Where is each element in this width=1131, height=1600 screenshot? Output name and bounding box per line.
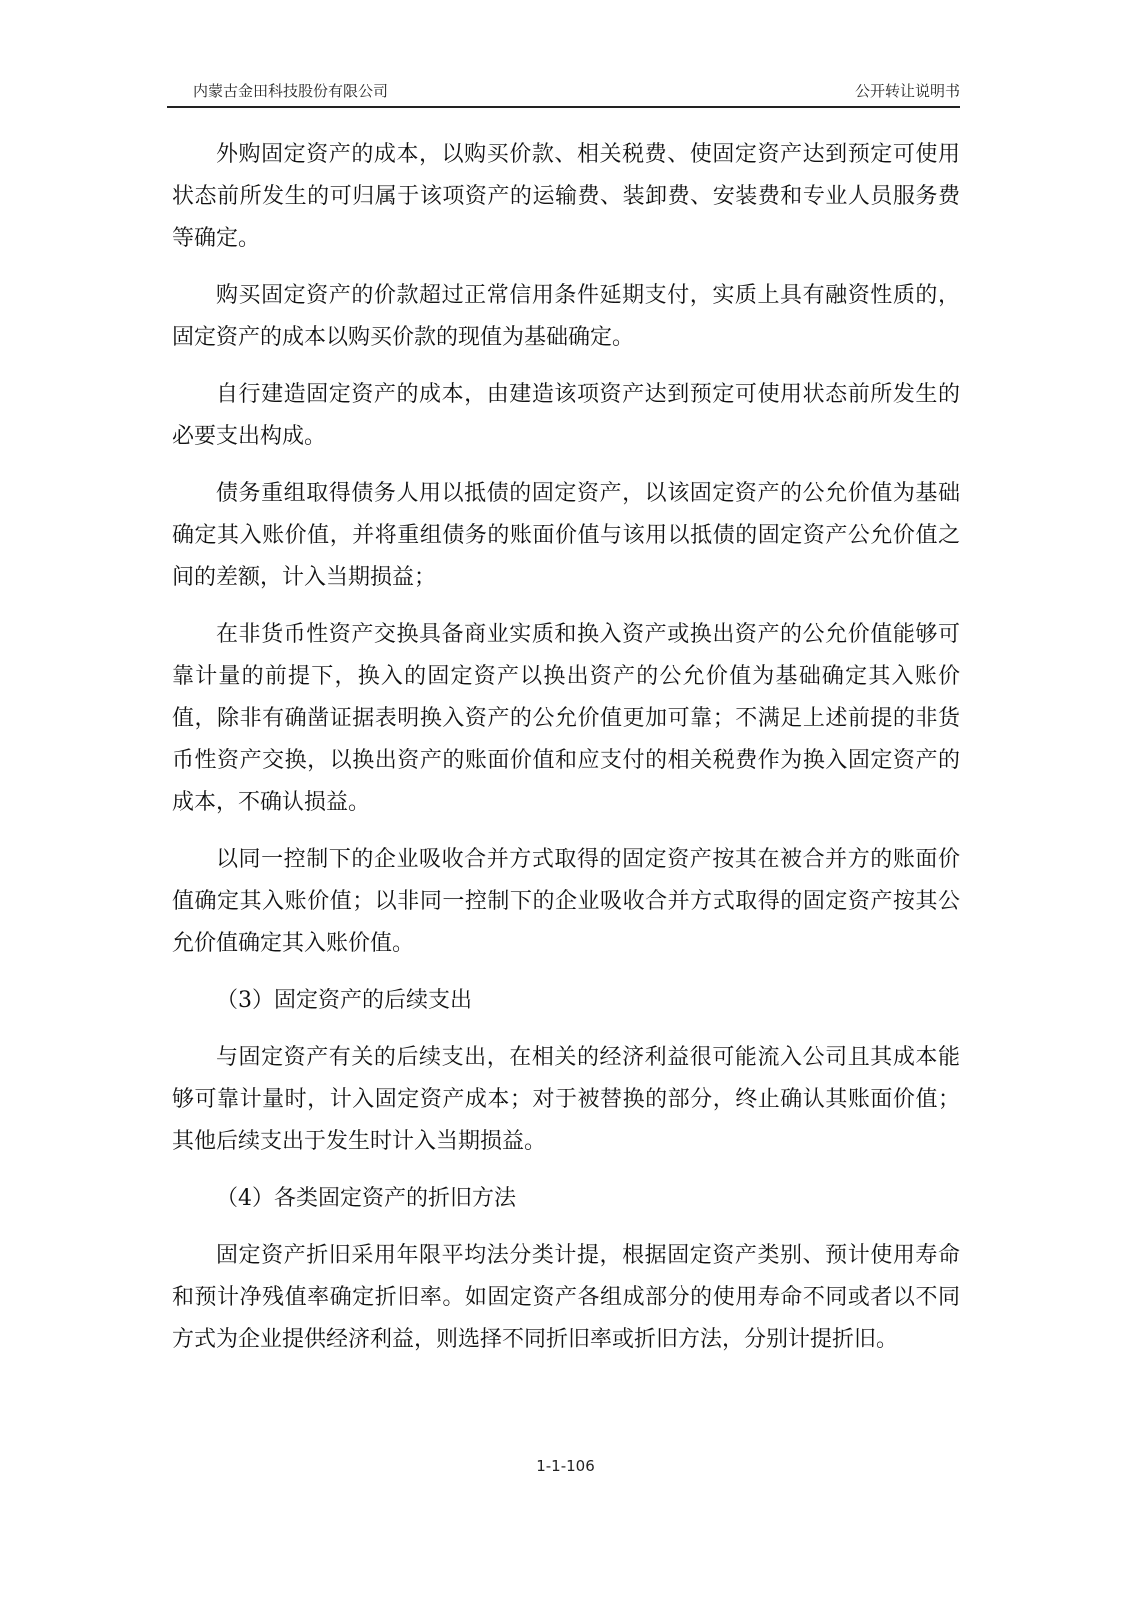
page-header [167,76,960,108]
paragraph-business-combination: 以同一控制下的企业吸收合并方式取得的固定资产按其在被合并方的账面价值确定其入账价值；以非同一控制下的企业吸收合并方式取得的固定资产按其公允价值确定其入账价值。 [172,847,960,956]
section-heading-depreciation-method: （4）各类固定资产的折旧方法 [216,1186,516,1211]
section-heading-subsequent-expenditure: （3）固定资产的后续支出 [216,988,472,1013]
document-body [172,134,960,1376]
paragraph-debt-restructuring: 债务重组取得债务人用以抵债的固定资产，以该固定资产的公允价值为基础确定其入账价值，并将重组债务的账面价值与该用以抵债的固定资产公允价值之间的差额，计入当期损益； [172,481,960,590]
paragraph-deferred-payment: 购买固定资产的价款超过正常信用条件延期支付，实质上具有融资性质的，固定资产的成本以购买价款的现值为基础确定。 [172,283,960,350]
company-name: 内蒙古金田科技股份有限公司 [193,82,389,100]
paragraph-purchased-assets: 外购固定资产的成本，以购买价款、相关税费、使固定资产达到预定可使用状态前所发生的可归属于该项资产的运输费、装卸费、安装费和专业人员服务费等确定。 [172,142,960,251]
paragraph-subsequent-expenditure: 与固定资产有关的后续支出，在相关的经济利益很可能流入公司且其成本能够可靠计量时，计入固定资产成本；对于被替换的部分，终止确认其账面价值；其他后续支出于发生时计入当期损益。 [172,1045,960,1154]
page-number: 1-1-106 [536,1457,595,1475]
document-type: 公开转让说明书 [854,82,960,100]
paragraph-depreciation-method: 固定资产折旧采用年限平均法分类计提，根据固定资产类别、预计使用寿命和预计净残值率确定折旧率。如固定资产各组成部分的使用寿命不同或者以不同方式为企业提供经济利益，则选择不同折旧率或折旧方法，分别计提折旧。 [172,1243,960,1352]
paragraph-self-constructed: 自行建造固定资产的成本，由建造该项资产达到预定可使用状态前所发生的必要支出构成。 [172,382,960,449]
paragraph-non-monetary-exchange: 在非货币性资产交换具备商业实质和换入资产或换出资产的公允价值能够可靠计量的前提下，换入的固定资产以换出资产的公允价值为基础确定其入账价值，除非有确凿证据表明换入资产的公允价值更加可靠；不满足上述前提的非货币性资产交换，以换出资产的账面价值和应支付的相关税费作为换入固定资产的成本，不确认损益。 [172,622,960,815]
